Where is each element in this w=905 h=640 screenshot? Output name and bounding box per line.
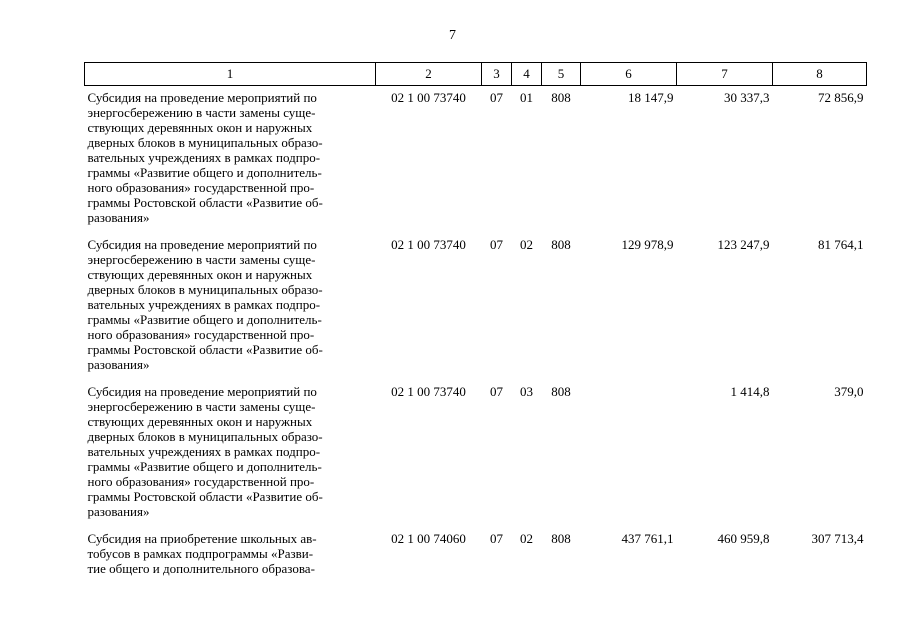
description-line: ного образования» государственной про- <box>87 474 315 489</box>
expense-type-code: 808 <box>551 384 571 399</box>
description-line: энергосбережению в части замены суще- <box>87 252 316 267</box>
amount-col-8: 379,0 <box>834 384 864 399</box>
description-line: дверных блоков в муниципальных образо- <box>87 282 323 297</box>
description-line: тобусов в рамках подпрограммы «Разви- <box>87 546 314 561</box>
description-line: вательных учреждениях в рамках подпро- <box>87 297 321 312</box>
description-line: граммы Ростовской области «Развитие об- <box>87 489 323 504</box>
amount-col-7: 1 414,8 <box>730 384 770 399</box>
subsection-code: 01 <box>520 90 533 105</box>
amount-col-8: 72 856,9 <box>818 90 864 105</box>
budget-table <box>84 62 867 584</box>
column-header-6: 6 <box>581 63 677 86</box>
description-line: Субсидия на приобретение школьных ав- <box>87 531 317 546</box>
amount-col-7: 123 247,9 <box>717 237 770 252</box>
description-line: вательных учреждениях в рамках подпро- <box>87 444 321 459</box>
column-header-4: 4 <box>512 63 542 86</box>
expense-type-code: 808 <box>551 531 571 546</box>
description-line: граммы «Развитие общего и дополнитель- <box>87 312 322 327</box>
description-line: тие общего и дополнительного образова- <box>87 561 315 576</box>
amount-col-8: 81 764,1 <box>818 237 864 252</box>
description-line: разования» <box>87 504 150 519</box>
description-line: граммы «Развитие общего и дополнитель- <box>87 459 322 474</box>
column-header-5: 5 <box>542 63 581 86</box>
column-header-2: 2 <box>376 63 482 86</box>
section-code: 07 <box>490 90 503 105</box>
page-number: 7 <box>449 28 456 43</box>
column-header-8: 8 <box>773 63 867 86</box>
target-article-code: 02 1 00 73740 <box>391 237 466 252</box>
row-description <box>85 86 376 234</box>
description-line: Субсидия на проведение мероприятий по <box>87 237 317 252</box>
amount-col-6: 129 978,9 <box>621 237 674 252</box>
subsection-code: 02 <box>520 237 533 252</box>
table-row <box>85 380 867 527</box>
table-row <box>85 233 867 380</box>
section-code: 07 <box>490 384 503 399</box>
table-row <box>85 86 867 234</box>
expense-type-code: 808 <box>551 237 571 252</box>
amount-col-6: 437 761,1 <box>621 531 674 546</box>
amount-col-7: 30 337,3 <box>724 90 770 105</box>
column-header-3: 3 <box>482 63 512 86</box>
table-row <box>85 527 867 584</box>
row-description <box>85 527 376 584</box>
amount-col-7: 460 959,8 <box>717 531 770 546</box>
header-row <box>85 63 867 86</box>
description-line: дверных блоков в муниципальных образо- <box>87 429 323 444</box>
row-description <box>85 380 376 527</box>
description-line: дверных блоков в муниципальных образо- <box>87 135 323 150</box>
description-line: разования» <box>87 357 150 372</box>
description-line: ствующих деревянных окон и наружных <box>87 414 313 429</box>
description-line: ствующих деревянных окон и наружных <box>87 267 313 282</box>
target-article-code: 02 1 00 73740 <box>391 384 466 399</box>
description-line: энергосбережению в части замены суще- <box>87 399 316 414</box>
column-header-1: 1 <box>85 63 376 86</box>
subsection-code: 03 <box>520 384 533 399</box>
section-code: 07 <box>490 531 503 546</box>
amount-col-6: 18 147,9 <box>628 90 674 105</box>
description-line: Субсидия на проведение мероприятий по <box>87 90 317 105</box>
description-line: энергосбережению в части замены суще- <box>87 105 316 120</box>
section-code: 07 <box>490 237 503 252</box>
amount-col-8: 307 713,4 <box>811 531 864 546</box>
description-line: граммы «Развитие общего и дополнитель- <box>87 165 322 180</box>
target-article-code: 02 1 00 74060 <box>391 531 466 546</box>
description-line: ного образования» государственной про- <box>87 327 315 342</box>
amount-col-6 <box>581 380 677 527</box>
description-line: разования» <box>87 210 150 225</box>
row-description <box>85 233 376 380</box>
description-line: вательных учреждениях в рамках подпро- <box>87 150 321 165</box>
description-line: ного образования» государственной про- <box>87 180 315 195</box>
description-line: граммы Ростовской области «Развитие об- <box>87 342 323 357</box>
description-line: ствующих деревянных окон и наружных <box>87 120 313 135</box>
target-article-code: 02 1 00 73740 <box>391 90 466 105</box>
description-line: Субсидия на проведение мероприятий по <box>87 384 317 399</box>
column-header-7: 7 <box>677 63 773 86</box>
expense-type-code: 808 <box>551 90 571 105</box>
subsection-code: 02 <box>520 531 533 546</box>
description-line: граммы Ростовской области «Развитие об- <box>87 195 323 210</box>
